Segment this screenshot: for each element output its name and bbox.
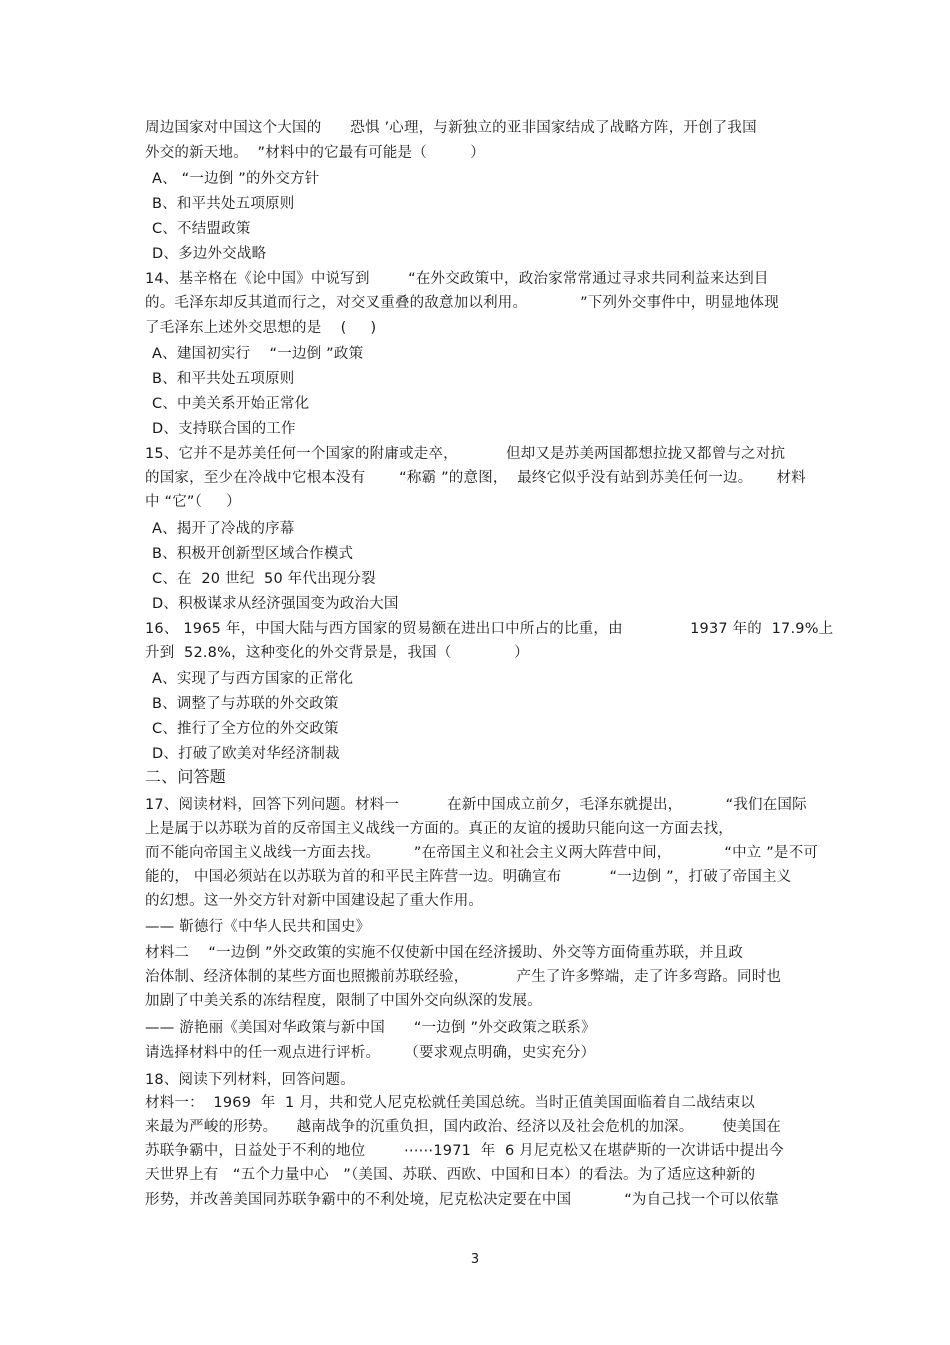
q17-line-8: 治体制、经济体制的某些方面也照搬前苏联经验， 产生了许多弊端，走了许多弯路。同时也 <box>145 969 782 985</box>
q18-line-6: 形势，并改善美国同苏联争霸中的不利处境，尼克松决定要在中国 “为自己找一个可以依靠 <box>145 1192 779 1208</box>
q14-option-c: C、中美关系开始正常化 <box>152 396 310 412</box>
q15-stem-line-2: 的国家，至少在冷战中它根本没有 “称霸 ”的意图， 最终它似乎没有站到苏美任何一边。 材料 <box>145 470 806 486</box>
q17-line-7: 材料二 “一边倒 ”外交政策的实施不仅使新中国在经济援助、外交等方面倚重苏联，并且政 <box>145 945 744 961</box>
q17-line-5: 的幻想。这一外交方针对新中国建设起了重大作用。 <box>145 893 484 909</box>
q14-stem-line-1: 14、基辛格在《论中国》中说写到 “在外交政策中，政治家常常通过寻求共同利益来达到目 <box>145 271 769 287</box>
q13-option-b: B、和平共处五项原则 <box>152 196 295 212</box>
q18-line-4: 苏联争霸中，日益处于不利的地位 ⋯⋯1971 年 6 月尼克松又在堪萨斯的一次讲话中提出今 <box>145 1143 784 1159</box>
q17-line-2: 上是属于以苏联为首的反帝国主义战线一方面的。真正的友谊的援助只能向这一方面去找， <box>145 821 733 837</box>
q18-line-3: 来最为严峻的形势。 越南战争的沉重负担，国内政治、经济以及社会危机的加深。 使美国在 <box>145 1119 782 1135</box>
q15-option-b: B、积极开创新型区域合作模式 <box>152 546 354 562</box>
q15-stem-line-3: 中 “它”（ ） <box>145 494 241 510</box>
q16-option-a: A、实现了与西方国家的正常化 <box>152 671 354 687</box>
q16-stem-line-2: 升到 52.8%，这种变化的外交背景是，我国（ ） <box>145 645 529 661</box>
q13-option-d: D、多边外交战略 <box>152 246 267 262</box>
q14-option-b: B、和平共处五项原则 <box>152 371 295 387</box>
q16-option-c: C、推行了全方位的外交政策 <box>152 721 339 737</box>
q17-source-2: —— 游艳丽《美国对华政策与新中国 “一边倒 ”外交政策之联系》 <box>145 1020 596 1036</box>
section-heading: 二、问答题 <box>145 767 227 786</box>
q17-line-3: 而不能向帝国主义战线一方面去找。 ”在帝国主义和社会主义两大阵营中间， “中立 ”是不可 <box>145 845 819 861</box>
q18-line-2: 材料一： 1969 年 1 月，共和党人尼克松就任美国总统。当时正值美国面临着自二战结束以 <box>145 1095 755 1111</box>
q13-option-c: C、不结盟政策 <box>152 221 251 237</box>
q13-stem-line-1: 周边国家对中国这个大国的 恐惧 ’心理，与新独立的亚非国家结成了战略方阵，开创了我国 <box>145 120 757 136</box>
q17-question: 请选择材料中的任一观点进行评析。 （要求观点明确，史实充分） <box>145 1045 596 1061</box>
q15-stem-line-1: 15、它并不是苏美任何一个国家的附庸或走卒， 但却又是苏美两国都想拉拢又都曾与之对抗 <box>145 446 786 462</box>
q14-stem-line-2: 的。毛泽东却反其道而行之，对交叉重叠的敌意加以利用。 ”下列外交事件中，明显地体现 <box>145 295 779 311</box>
page-number: 3 <box>470 1252 480 1267</box>
q17-line-9: 加剧了中美关系的冻结程度，限制了中国外交向纵深的发展。 <box>145 993 542 1009</box>
q14-option-d: D、支持联合国的工作 <box>152 421 296 437</box>
q16-option-d: D、打破了欧美对华经济制裁 <box>152 746 340 762</box>
q15-option-d: D、积极谋求从经济强国变为政治大国 <box>152 596 399 612</box>
q13-stem-line-2: 外交的新天地。 ”材料中的它最有可能是（ ） <box>145 145 485 161</box>
q13-option-a: A、 “一边倒 ”的外交方针 <box>152 171 320 187</box>
q17-source-1: —— 靳德行《中华人民共和国史》 <box>145 919 371 935</box>
q17-line-1: 17、阅读材料，回答下列问题。材料一 在新中国成立前夕，毛泽东就提出， “我们在国际 <box>145 797 807 813</box>
q15-option-a: A、揭开了冷战的序幕 <box>152 521 295 537</box>
q14-option-a: A、建国初实行 “一边倒 ”政策 <box>152 346 364 362</box>
q14-stem-line-3: 了毛泽东上述外交思想的是 ( ) <box>145 320 377 336</box>
q16-stem-line-1: 16、 1965 年，中国大陆与西方国家的贸易额在进出口中所占的比重，由 1937 年的 17.9%上 <box>145 621 834 637</box>
q15-option-c: C、在 20 世纪 50 年代出现分裂 <box>152 571 376 587</box>
q18-line-5: 天世界上有 “五个力量中心 ”（美国、苏联、西欧、中国和日本）的看法。为了适应这种新的 <box>145 1167 756 1183</box>
q17-line-4: 能的， 中国必须站在以苏联为首的和平民主阵营一边。明确宣布 “一边倒 ”，打破了帝国主义 <box>145 869 792 885</box>
q16-option-b: B、调整了与苏联的外交政策 <box>152 696 339 712</box>
q18-line-1: 18、阅读下列材料，回答问题。 <box>145 1072 355 1088</box>
